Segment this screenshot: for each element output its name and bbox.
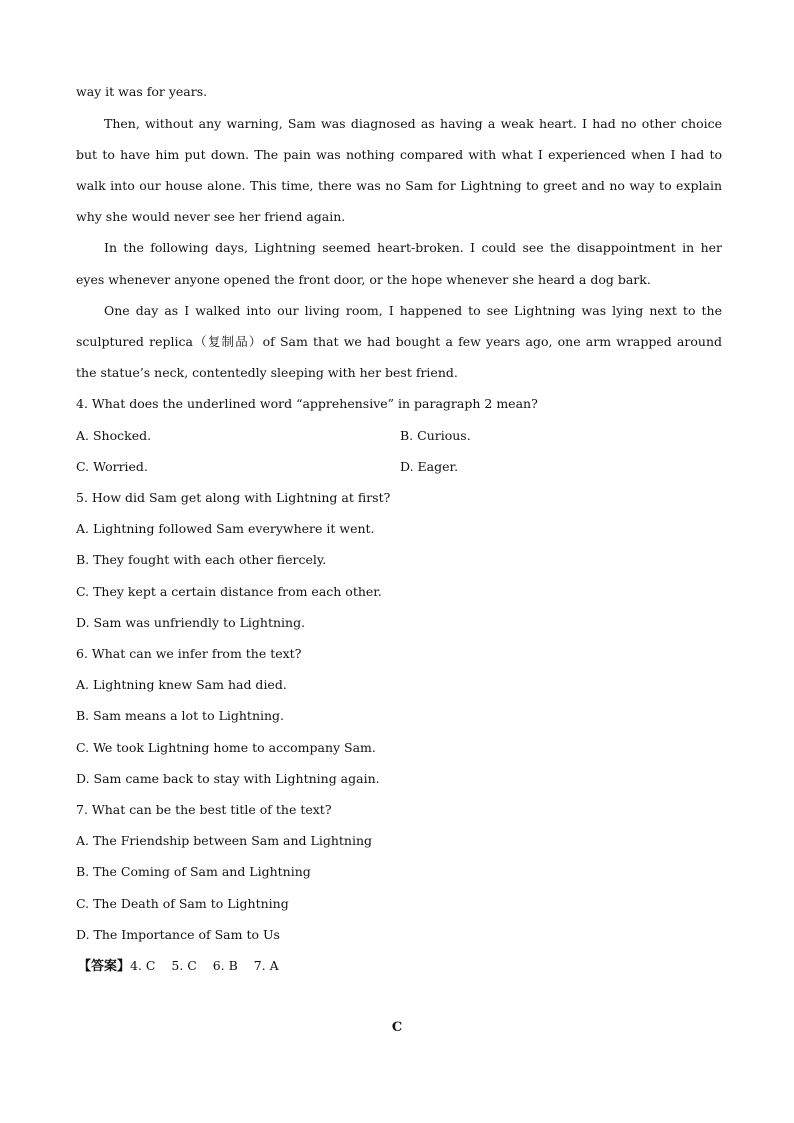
question-option: B. Sam means a lot to Lightning. [76, 708, 285, 723]
question-option: A. Lightning knew Sam had died. [76, 677, 287, 692]
question-stem: 5. How did Sam get along with Lightning at first? [76, 490, 391, 505]
passage-line: the statue’s neck, contentedly sleeping with her best friend. [76, 365, 458, 380]
question-option: D. Sam came back to stay with Lightning again. [76, 771, 380, 786]
question-option: D. The Importance of Sam to Us [76, 927, 280, 942]
question-option: C. The Death of Sam to Lightning [76, 896, 289, 911]
section-heading: C [391, 1020, 403, 1035]
question-stem: 6. What can we infer from the text? [76, 646, 302, 661]
answer-tag: 【答案】 [78, 959, 131, 974]
question-option: A. The Friendship between Sam and Lightning [76, 833, 373, 848]
question-option: C. We took Lightning home to accompany Sam. [76, 740, 376, 755]
question-stem: 4. What does the underlined word “apprehensive” in paragraph 2 mean? [76, 396, 538, 411]
question-option: B. The Coming of Sam and Lightning [76, 864, 311, 879]
answer-text: 4. C 5. C 6. B 7. A [130, 958, 279, 973]
passage-line: In the following days, Lightning seemed heart-broken. I could see the disappointment in her [104, 240, 722, 255]
passage-line: sculptured replica（复制品）of Sam that we had bought a few years ago, one arm wrapped around [76, 334, 722, 349]
question-option: B. Curious. [400, 428, 471, 443]
passage-line: but to have him put down. The pain was nothing compared with what I experienced when I had to [76, 147, 722, 162]
answer-line [78, 958, 724, 975]
passage-line: Then, without any warning, Sam was diagnosed as having a weak heart. I had no other choice [104, 116, 722, 131]
question-option: C. They kept a certain distance from each other. [76, 584, 382, 599]
passage-line: way it was for years. [76, 84, 208, 99]
passage-line: One day as I walked into our living room, I happened to see Lightning was lying next to the [104, 303, 722, 318]
question-option: A. Lightning followed Sam everywhere it went. [76, 521, 375, 536]
question-option: A. Shocked. [76, 428, 152, 443]
question-stem: 7. What can be the best title of the text? [76, 802, 332, 817]
question-option: D. Sam was unfriendly to Lightning. [76, 615, 306, 630]
question-option: B. They fought with each other fiercely. [76, 552, 327, 567]
question-option: C. Worried. [76, 459, 148, 474]
question-option: D. Eager. [400, 459, 459, 474]
passage-line: why she would never see her friend again. [76, 209, 346, 224]
passage-line: eyes whenever anyone opened the front door, or the hope whenever she heard a dog bark. [76, 272, 651, 287]
passage-line: walk into our house alone. This time, there was no Sam for Lightning to greet and no way to explain [76, 178, 722, 193]
